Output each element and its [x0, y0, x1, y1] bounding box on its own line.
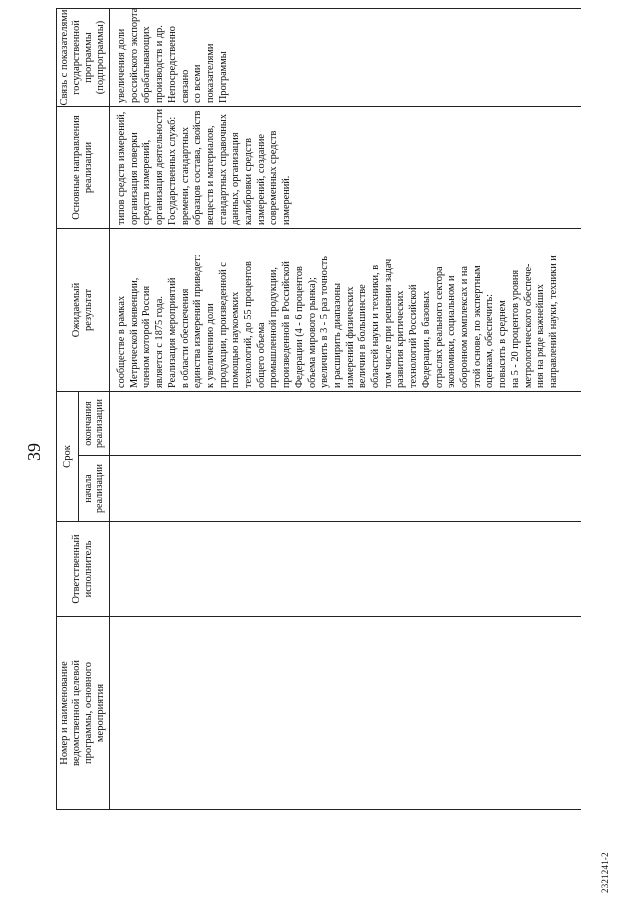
- header-executor: Ответственный исполнитель: [71, 534, 94, 604]
- header-expected-result: Ожидаемый результат: [71, 282, 94, 338]
- cell-directions: типов средств измерений, организация поверки средств измерений, организация деятельности Государственных служб: времени, стандартных образцов состава, свойств веществ и материалов, стандартных справочных данных, организация калибровки средств измерений, создание современных средств измерений.: [116, 108, 293, 225]
- column-divider: [56, 616, 581, 617]
- column-divider: [56, 391, 581, 392]
- header-term-start: начала реализации: [83, 464, 105, 513]
- cell-expected-result: сообществе в рамках Метрической конвенции, членом которой Россия является с 1875 года. Реализация мероприятий в области обеспечения единства измерений приведет: к увеличению доли продукции, произведенной с помощью наукоемких технологий, до 55 процентов общего объема промышленной продукции, произведенной в Российской Федерации (4 - 6 процентов объема мирового рынка); увеличить в 3 - 5 раз точность и расширить диапазоны измерений физических величин в большинстве областей науки и техники, в том числе при решении задач развития критических технологий Российской Федерации, в базовых отраслях реального сектора экономики, социальном и оборонном комплексах и на этой основе, по экспертным оценкам, обеспечить: повысить в среднем на 5 - 20 процентов уровня метрологического обеспече- ния на ряде важнейших направлений науки, техники и: [116, 254, 559, 388]
- header-term-end: окончания реализации: [83, 399, 105, 448]
- page-number: 39: [24, 443, 44, 461]
- header-directions: Основные направления реализации: [71, 115, 94, 220]
- cell-links: увеличения доли российского экспорта обрабатывающих производств и др. Непосредственно связано со всеми показателями Программы: [116, 7, 229, 103]
- header-term: Срок: [62, 445, 73, 468]
- header-number-name: Номер и наименование ведомственной целевой программы, основного мероприятия: [59, 660, 106, 766]
- table-top-border: [56, 8, 57, 810]
- header-links: Связь с показателями государственной программы (подпрограммы): [59, 9, 106, 106]
- table-left-border: [56, 809, 581, 810]
- program-table: [56, 8, 581, 810]
- column-divider: [56, 521, 581, 522]
- document-id: 2321241-2: [600, 852, 610, 893]
- column-divider: [78, 455, 581, 456]
- header-bottom-rule: [109, 8, 110, 810]
